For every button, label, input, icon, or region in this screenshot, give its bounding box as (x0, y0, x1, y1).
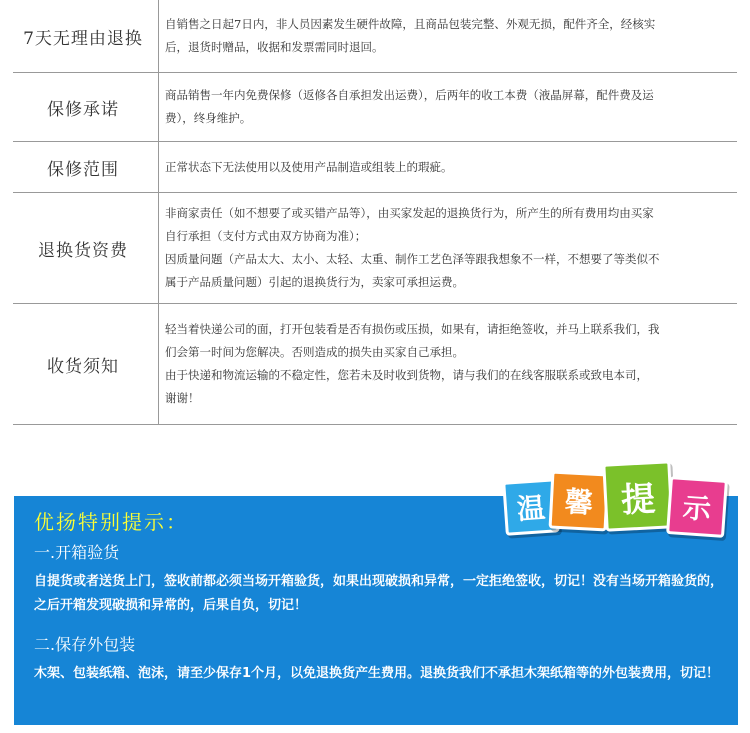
policy-row-receiving (13, 304, 737, 425)
divider (158, 142, 159, 192)
row-text: 们会第一时间为您解决。否则造成的损失由买家自己承担。 (165, 345, 464, 359)
row-content (165, 142, 733, 192)
row-label: 保修范围 (47, 159, 119, 180)
row-label: 收货须知 (47, 356, 119, 377)
section1-heading: 一.开箱验货 (34, 543, 120, 562)
row-text: 正常状态下无法使用以及使用产品制造或组装上的瑕疵。 (165, 159, 453, 174)
divider (158, 193, 159, 303)
row-label: 退换货资费 (38, 240, 128, 261)
row-text: 自行承担（支付方式由双方协商为准）； (165, 229, 367, 243)
row-text: 由于快递和物流运输的不稳定性，您若未及时收到货物，请与我们的在线客服联系或致电本司， (165, 368, 648, 382)
row-text: 商品销售一年内免费保修（返修各自承担发出运费），后两年的收工本费（液晶屏幕，配件费及运 (165, 88, 654, 102)
divider (158, 304, 159, 424)
row-text: 因质量问题（产品太大、太小、太轻、太重、制作工艺色泽等跟我想象不一样，不想要了等类似不 (165, 252, 660, 266)
row-text: 轻当着快递公司的面，打开包装看是否有损伤或压损，如果有，请拒绝签收，并马上联系我们，我 (165, 322, 660, 336)
section2-heading: 二.保存外包装 (34, 635, 136, 654)
row-content (165, 304, 733, 424)
section2-text: 木架、包装纸箱、泡沫，请至少保存1个月，以免退换货产生费用。退换货我们不承担木架纸箱等的外包装费用，切记！ (34, 666, 720, 681)
warm-tip-badge (504, 460, 736, 542)
divider (158, 0, 159, 72)
policy-row-fees (13, 193, 737, 304)
section1-text: 自提货或者送货上门，签收前都必须当场开箱验货，如果出现破损和异常，一定拒绝签收，切记！没有当场开箱验货的，之后开箱发现破损和异常的，后果自负，切记！ (34, 574, 724, 613)
badge-char: 示 (666, 476, 728, 538)
badge-char: 馨 (549, 471, 610, 532)
row-content (165, 73, 733, 141)
row-label: 保修承诺 (47, 99, 119, 120)
divider (158, 73, 159, 141)
badge-char: 温 (502, 478, 560, 536)
policy-row-scope (13, 142, 737, 193)
policy-row-warranty (13, 73, 737, 142)
row-text: 谢谢！ (165, 391, 200, 405)
row-text: 非商家责任（如不想要了或买错产品等），由买家发起的退换货行为，所产生的所有费用均由买家 (165, 206, 654, 220)
badge-char: 提 (602, 460, 673, 531)
row-content (165, 0, 733, 72)
row-label: 7天无理由退换 (23, 28, 143, 49)
promo-title: 优扬特别提示： (34, 510, 188, 534)
row-content (165, 193, 733, 303)
row-text: 费），终身维护。 (165, 111, 252, 125)
row-text: 后，退货时赠品，收据和发票需同时退回。 (165, 40, 384, 54)
row-text: 属于产品质量问题）引起的退换货行为，卖家可承担运费。 (165, 275, 464, 289)
policy-row-return (13, 0, 737, 73)
row-text: 自销售之日起7日内，非人员因素发生硬件故障，且商品包装完整、外观无损，配件齐全，经核实 (165, 17, 656, 31)
